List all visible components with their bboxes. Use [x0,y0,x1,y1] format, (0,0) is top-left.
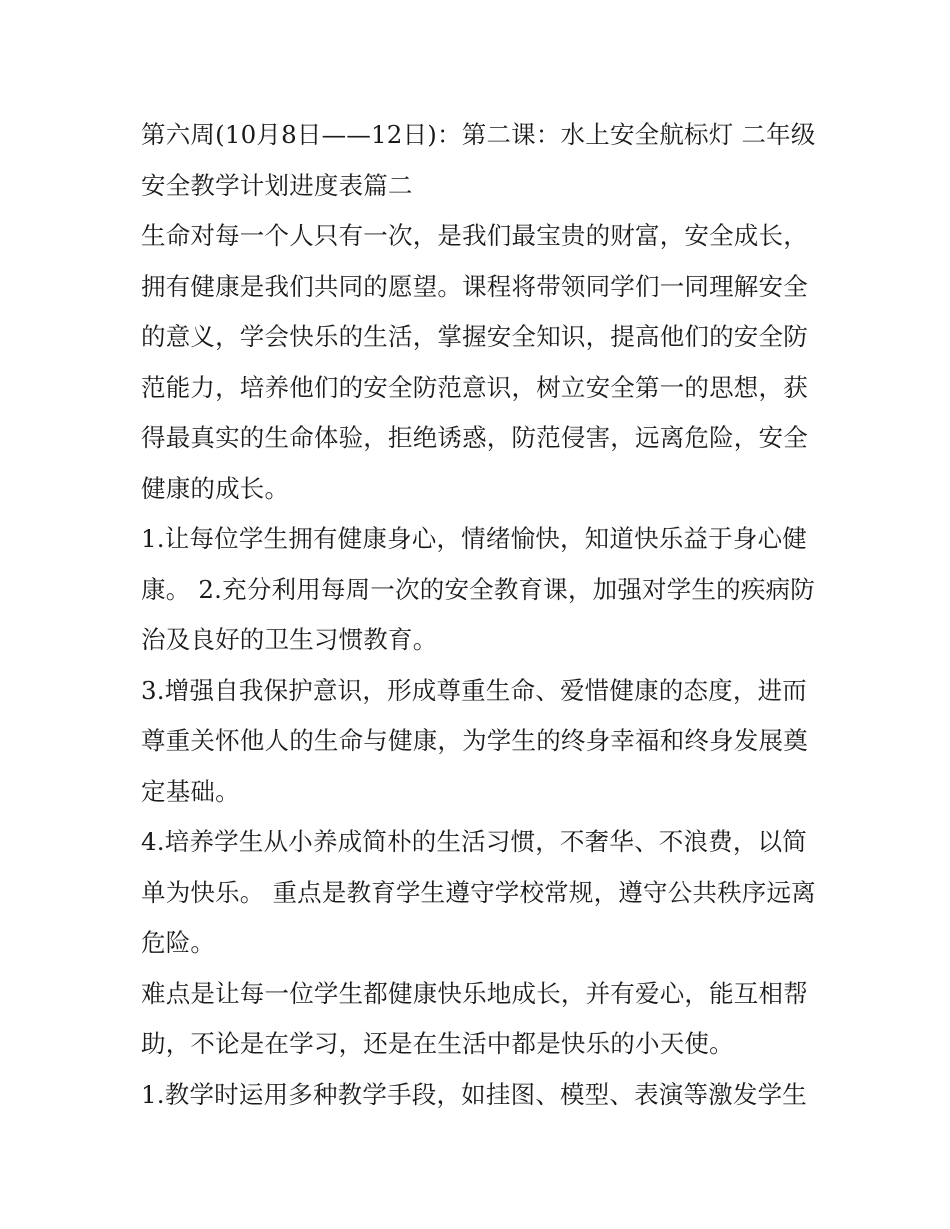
document-body [141,110,821,1120]
paragraph-intro: 生命对每一个人只有一次，是我们最宝贵的财富，安全成长，拥有健康是我们共同的愿望。课程将带领同学们一同理解安全的意义，学会快乐的生活，掌握安全知识，提高他们的安全防范能力，培养他们的安全防范意识，树立安全第一的思想，获得最真实的生命体验，拒绝诱惑，防范侵害，远离危险，安全健康的成长。 [141,221,808,503]
paragraph-goal-4: 4.培养学生从小养成简朴的生活习惯，不奢华、不浪费，以简单为快乐。 重点是教育学生遵守学校常规，遵守公共秩序远离危险。 [141,827,816,957]
paragraph-goals-1-2: 1.让每位学生拥有健康身心，情绪愉快，知道快乐益于身心健康。 2.充分利用每周一次的安全教育课，加强对学生的疾病防治及良好的卫生习惯教育。 [141,524,815,654]
paragraph-difficulty: 难点是让每一位学生都健康快乐地成长，并有爱心，能互相帮助，不论是在学习，还是在生活中都是快乐的小天使。 [141,978,808,1058]
document-heading: 第六周(10月8日——12日)：第二课：水上安全航标灯 二年级安全教学计划进度表篇二 [141,120,816,200]
paragraph-method-1: 1.教学时运用多种教学手段，如挂图、模型、表演等激发学生 [141,1079,807,1109]
paragraph-goal-3: 3.增强自我保护意识，形成尊重生命、爱惜健康的态度，进而尊重关怀他人的生命与健康，为学生的终身幸福和终身发展奠定基础。 [141,675,808,806]
